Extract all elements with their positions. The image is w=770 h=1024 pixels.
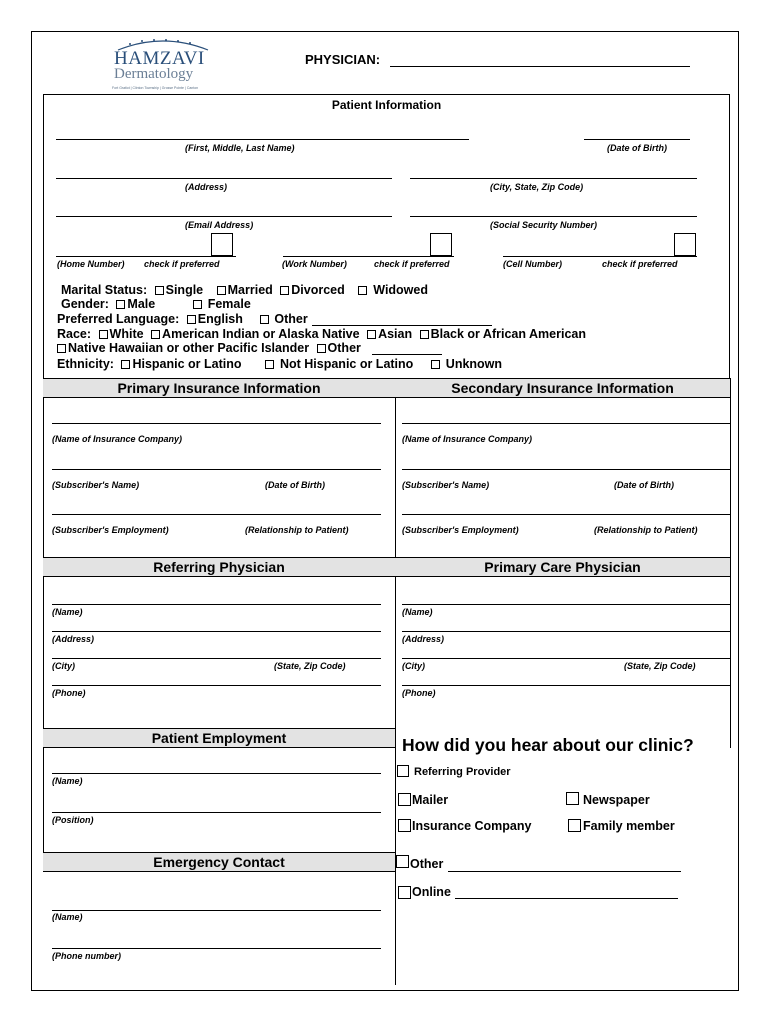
unknown-checkbox[interactable]	[431, 360, 440, 369]
mailer-label: Mailer	[412, 793, 449, 807]
insurance-company-checkbox[interactable]	[398, 819, 411, 832]
secondary-employment-field[interactable]	[402, 514, 730, 515]
city-field[interactable]	[410, 178, 697, 179]
work-check-caption: check if preferred	[374, 259, 450, 269]
center-divider	[395, 378, 396, 985]
home-caption: (Home Number)	[57, 259, 125, 269]
black-checkbox[interactable]	[420, 330, 429, 339]
physician-field[interactable]	[390, 66, 690, 67]
mailer-checkbox[interactable]	[398, 793, 411, 806]
race-row-2	[57, 341, 361, 355]
pcp-address-field[interactable]	[402, 631, 730, 632]
not-hispanic-label: Not Hispanic or Latino	[279, 357, 414, 371]
unknown-label: Unknown	[445, 357, 503, 371]
logo	[108, 36, 218, 92]
emergency-phone-caption: (Phone number)	[52, 951, 121, 961]
ssn-caption: (Social Security Number)	[490, 220, 598, 230]
patient-info-title: Patient Information	[331, 98, 442, 112]
referring-provider-checkbox[interactable]	[397, 765, 409, 777]
logo-tagline: Fort Gratiot | Clinton Township | Grosse Pointe | Canton	[112, 86, 199, 90]
address-field[interactable]	[56, 178, 392, 179]
male-checkbox[interactable]	[116, 300, 125, 309]
american-indian-label: American Indian or Alaska Native	[162, 327, 360, 341]
work-preferred-checkbox[interactable]	[430, 233, 452, 256]
email-caption: (Email Address)	[185, 220, 254, 230]
cell-check-caption: check if preferred	[602, 259, 678, 269]
white-label: White	[109, 327, 144, 341]
asian-label: Asian	[378, 327, 413, 341]
married-label: Married	[227, 283, 273, 297]
race-row	[57, 327, 586, 341]
english-label: English	[197, 312, 243, 326]
ref-state-caption: (State, Zip Code)	[274, 661, 346, 671]
dob-caption: (Date of Birth)	[607, 143, 667, 153]
primary-subscriber-field[interactable]	[52, 469, 381, 470]
work-phone-field[interactable]	[283, 256, 454, 257]
family-member-checkbox[interactable]	[568, 819, 581, 832]
pcp-address-caption: (Address)	[402, 634, 445, 644]
pcp-name-field[interactable]	[402, 604, 730, 605]
divorced-label: Divorced	[291, 283, 345, 297]
female-label: Female	[207, 297, 251, 311]
marital-row	[61, 283, 428, 297]
primary-company-caption: (Name of Insurance Company)	[52, 434, 183, 444]
ref-city-field[interactable]	[52, 658, 381, 659]
language-other-label: Other	[274, 312, 308, 326]
referring-provider-label: Referring Provider	[414, 766, 511, 778]
secondary-subscriber-field[interactable]	[402, 469, 730, 470]
widowed-checkbox[interactable]	[358, 286, 367, 295]
language-row	[57, 312, 308, 326]
race-label: Race:	[57, 327, 92, 341]
pcp-state-caption: (State, Zip Code)	[624, 661, 696, 671]
logo-name: HAMZAVI	[114, 48, 205, 69]
ssn-field[interactable]	[410, 216, 697, 217]
language-other-field[interactable]	[312, 325, 492, 326]
employment-name-caption: (Name)	[52, 776, 83, 786]
english-checkbox[interactable]	[187, 315, 196, 324]
other-checkbox[interactable]	[396, 855, 409, 868]
ethnicity-row	[57, 357, 502, 371]
cell-phone-field[interactable]	[503, 256, 697, 257]
pcp-city-caption: (City)	[402, 661, 425, 671]
language-label: Preferred Language:	[57, 312, 180, 326]
race-other-checkbox[interactable]	[317, 344, 326, 353]
gender-label: Gender:	[61, 297, 109, 311]
cell-preferred-checkbox[interactable]	[674, 233, 696, 256]
online-checkbox[interactable]	[398, 886, 411, 899]
home-check-caption: check if preferred	[144, 259, 220, 269]
dob-field[interactable]	[584, 139, 690, 140]
divorced-checkbox[interactable]	[280, 286, 289, 295]
secondary-insurance-header: Secondary Insurance Information	[395, 378, 730, 398]
home-phone-field[interactable]	[56, 256, 236, 257]
primary-insurance-header: Primary Insurance Information	[43, 378, 395, 398]
secondary-relationship-caption: (Relationship to Patient)	[594, 525, 698, 535]
newspaper-checkbox[interactable]	[566, 792, 579, 805]
online-field[interactable]	[455, 898, 678, 899]
employment-position-field[interactable]	[52, 812, 381, 813]
hispanic-label: Hispanic or Latino	[132, 357, 242, 371]
right-column-border	[730, 378, 731, 748]
physician-label: PHYSICIAN:	[305, 52, 381, 67]
marital-label: Marital Status:	[61, 283, 148, 297]
ref-address-field[interactable]	[52, 631, 381, 632]
other-field[interactable]	[448, 871, 681, 872]
pcp-city-field[interactable]	[402, 658, 730, 659]
name-field[interactable]	[56, 139, 469, 140]
emergency-contact-header: Emergency Contact	[43, 852, 395, 872]
ref-city-caption: (City)	[52, 661, 75, 671]
american-indian-checkbox[interactable]	[151, 330, 160, 339]
online-label: Online	[412, 885, 451, 899]
emergency-name-caption: (Name)	[52, 912, 83, 922]
logo-sub: Dermatology	[114, 66, 194, 82]
left-column-border	[43, 378, 44, 853]
secondary-company-field[interactable]	[402, 423, 730, 424]
single-label: Single	[165, 283, 204, 297]
white-checkbox[interactable]	[99, 330, 108, 339]
employment-name-field[interactable]	[52, 773, 381, 774]
name-caption: (First, Middle, Last Name)	[185, 143, 295, 153]
hear-title: How did you hear about our clinic?	[402, 735, 694, 755]
secondary-subscriber-caption: (Subscriber's Name)	[402, 480, 490, 490]
pcp-name-caption: (Name)	[402, 607, 433, 617]
ref-phone-caption: (Phone)	[52, 688, 86, 698]
ref-name-caption: (Name)	[52, 607, 83, 617]
hawaiian-label: Native Hawaiian or other Pacific Islander	[68, 341, 310, 355]
emergency-name-field[interactable]	[52, 910, 381, 911]
employment-position-caption: (Position)	[52, 815, 94, 825]
gender-row	[61, 297, 251, 311]
emergency-phone-field[interactable]	[52, 948, 381, 949]
address-caption: (Address)	[185, 182, 228, 192]
race-other-field[interactable]	[372, 354, 442, 355]
secondary-employment-caption: (Subscriber's Employment)	[402, 525, 519, 535]
black-label: Black or African American	[430, 327, 586, 341]
pcp-phone-field[interactable]	[402, 685, 730, 686]
ref-name-field[interactable]	[52, 604, 381, 605]
primary-company-field[interactable]	[52, 423, 381, 424]
cell-caption: (Cell Number)	[503, 259, 563, 269]
work-caption: (Work Number)	[282, 259, 347, 269]
secondary-dob-caption: (Date of Birth)	[614, 480, 674, 490]
female-checkbox[interactable]	[193, 300, 202, 309]
referring-physician-header: Referring Physician	[43, 557, 395, 577]
primary-subscriber-caption: (Subscriber's Name)	[52, 480, 140, 490]
home-preferred-checkbox[interactable]	[211, 233, 233, 256]
asian-checkbox[interactable]	[367, 330, 376, 339]
primary-employment-field[interactable]	[52, 514, 381, 515]
hispanic-checkbox[interactable]	[121, 360, 130, 369]
primary-employment-caption: (Subscriber's Employment)	[52, 525, 169, 535]
ref-phone-field[interactable]	[52, 685, 381, 686]
ref-address-caption: (Address)	[52, 634, 95, 644]
newspaper-label: Newspaper	[583, 793, 650, 807]
other-label: Other	[410, 857, 444, 871]
city-caption: (City, State, Zip Code)	[490, 182, 584, 192]
race-other-label: Other	[327, 341, 361, 355]
widowed-label: Widowed	[373, 283, 428, 297]
secondary-company-caption: (Name of Insurance Company)	[402, 434, 533, 444]
hawaiian-checkbox[interactable]	[57, 344, 66, 353]
ethnicity-label: Ethnicity:	[57, 357, 114, 371]
primary-dob-caption: (Date of Birth)	[265, 480, 325, 490]
patient-employment-header: Patient Employment	[43, 728, 395, 748]
family-member-label: Family member	[583, 819, 675, 833]
pcp-header: Primary Care Physician	[395, 557, 730, 577]
email-field[interactable]	[56, 216, 392, 217]
pcp-phone-caption: (Phone)	[402, 688, 436, 698]
primary-relationship-caption: (Relationship to Patient)	[245, 525, 349, 535]
not-hispanic-checkbox[interactable]	[265, 360, 274, 369]
single-checkbox[interactable]	[155, 286, 164, 295]
language-other-checkbox[interactable]	[260, 315, 269, 324]
insurance-company-label: Insurance Company	[412, 819, 532, 833]
male-label: Male	[127, 297, 156, 311]
married-checkbox[interactable]	[217, 286, 226, 295]
